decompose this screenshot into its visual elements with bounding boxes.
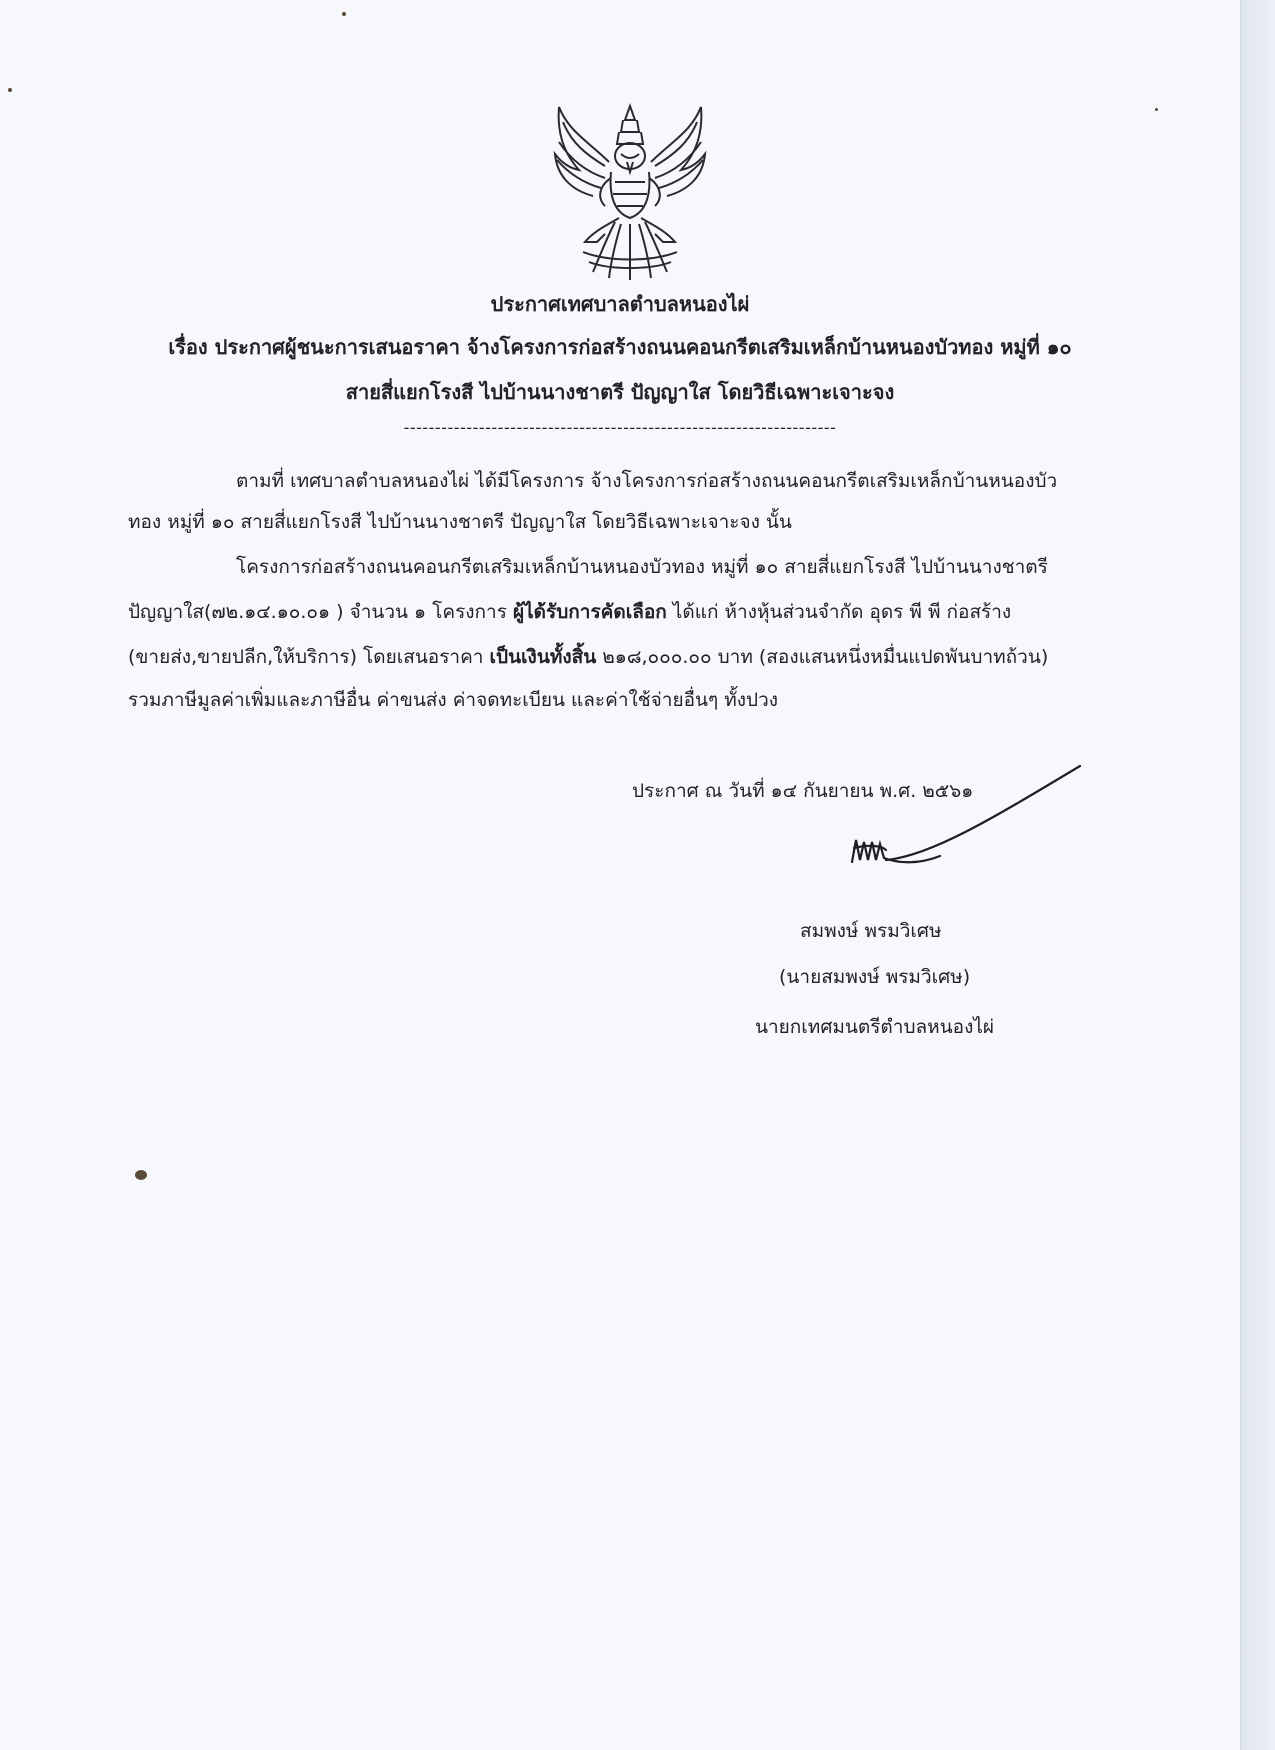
agency-title: ประกาศเทศบาลตำบลหนองไผ่ xyxy=(490,292,750,316)
announcement-date: ประกาศ ณ วันที่ ๑๔ กันยายน พ.ศ. ๒๕๖๑ xyxy=(632,780,974,802)
paragraph-2-line-3 xyxy=(128,642,1048,672)
scan-speck xyxy=(342,12,346,16)
paragraph-2-line-2 xyxy=(128,597,1011,627)
paragraph-2-line-2-part-c: ได้แก่ ห้างหุ้นส่วนจำกัด อุดร พี พี ก่อสร้าง xyxy=(666,601,1012,623)
scanner-edge xyxy=(1240,0,1275,1750)
divider: --------------------------------------------------------------------- xyxy=(403,418,837,437)
paragraph-2-line-2-part-a: ปัญญาใส(๗๒.๑๔.๑๐.๐๑ ) จำนวน ๑ โครงการ xyxy=(128,601,513,623)
paragraph-2-line-3-part-c: ๒๑๘,๐๐๐.๐๐ บาท (สองแสนหนึ่งหมื่นแปดพันบาทถ้วน) xyxy=(596,646,1049,668)
paragraph-1-line-2: ทอง หมู่ที่ ๑๐ สายสี่แยกโรงสี ไปบ้านนางชาตรี ปัญญาใส โดยวิธีเฉพาะเจาะจง นั้น xyxy=(128,511,792,533)
total-amount-label: เป็นเงินทั้งสิ้น xyxy=(489,646,597,668)
signer-name: สมพงษ์ พรมวิเศษ xyxy=(800,920,942,942)
paragraph-2-line-3-part-a: (ขายส่ง,ขายปลีก,ให้บริการ) โดยเสนอราคา xyxy=(128,646,490,668)
selected-bidder-label: ผู้ได้รับการคัดเลือก xyxy=(512,601,667,623)
paragraph-2-line-1: โครงการก่อสร้างถนนคอนกรีตเสริมเหล็กบ้านหนองบัวทอง หมู่ที่ ๑๐ สายสี่แยกโรงสี ไปบ้านนางชาตรี xyxy=(236,556,1048,578)
subject-line-1: เรื่อง ประกาศผู้ชนะการเสนอราคา จ้างโครงการก่อสร้างถนนคอนกรีตเสริมเหล็กบ้านหนองบัวทอง หมู่ที่ ๑๐ xyxy=(168,335,1072,359)
scan-speck xyxy=(1155,108,1158,111)
garuda-emblem-icon xyxy=(549,102,711,284)
scan-speck xyxy=(8,88,12,92)
subject-line-2: สายสี่แยกโรงสี ไปบ้านนางชาตรี ปัญญาใส โดยวิธีเฉพาะเจาะจง xyxy=(345,380,895,404)
signer-position: นายกเทศมนตรีตำบลหนองไผ่ xyxy=(755,1016,995,1038)
scan-speck xyxy=(135,1170,147,1180)
handwritten-signature-icon xyxy=(840,760,1090,870)
paragraph-1-line-1: ตามที่ เทศบาลตำบลหนองไผ่ ได้มีโครงการ จ้างโครงการก่อสร้างถนนคอนกรีตเสริมเหล็กบ้านหนองบัว xyxy=(236,470,1058,492)
signer-full-name: (นายสมพงษ์ พรมวิเศษ) xyxy=(779,966,971,988)
paragraph-2-line-4: รวมภาษีมูลค่าเพิ่มและภาษีอื่น ค่าขนส่ง ค่าจดทะเบียน และค่าใช้จ่ายอื่นๆ ทั้งปวง xyxy=(128,689,779,711)
